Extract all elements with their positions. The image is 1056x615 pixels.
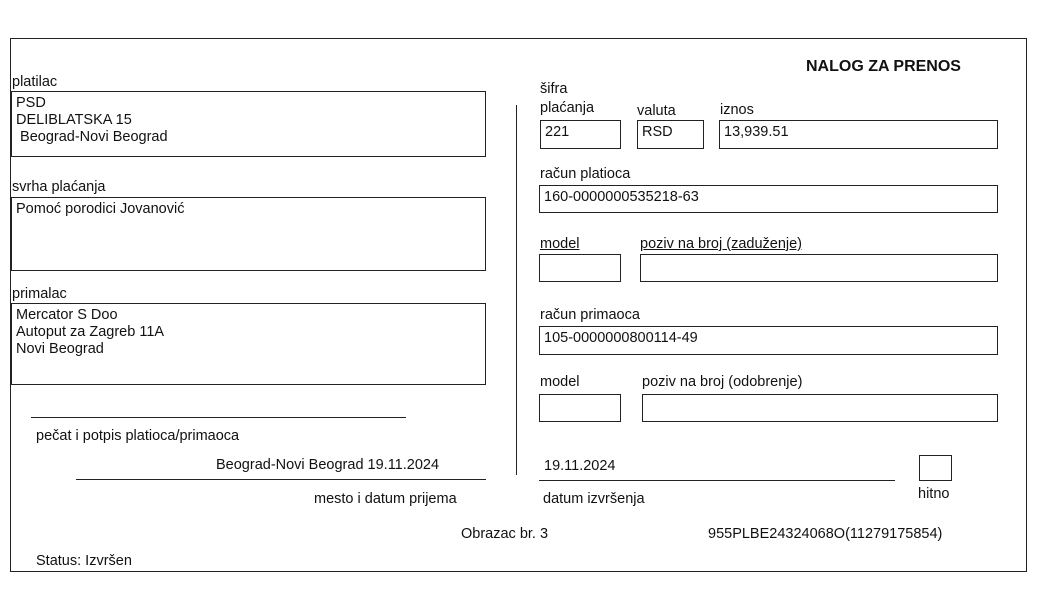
currency-label: valuta: [637, 103, 676, 119]
debit-model-label: model: [540, 236, 580, 252]
debit-model-box: [539, 254, 621, 282]
payer-line-3: Beograd-Novi Beograd: [16, 129, 168, 145]
amount-value: 13,939.51: [724, 124, 789, 140]
form-number: Obrazac br. 3: [461, 526, 549, 542]
recipient-line-2: Autoput za Zagreb 11A: [16, 324, 165, 340]
purpose-box: [11, 197, 486, 271]
place-date-line: [76, 479, 486, 480]
currency-value: RSD: [642, 124, 673, 140]
debit-reference-box: [640, 254, 998, 282]
payment-order-form: [10, 38, 1027, 572]
execution-date-label: datum izvršenja: [543, 491, 645, 507]
status-text: Status: Izvršen: [36, 553, 132, 569]
purpose-label: svrha plaćanja: [12, 179, 106, 195]
place-date-value: Beograd-Novi Beograd 19.11.2024: [216, 457, 440, 473]
credit-reference-box: [642, 394, 998, 422]
payer-box: [11, 91, 486, 157]
recipient-line-1: Mercator S Doo: [16, 307, 118, 323]
urgent-checkbox[interactable]: [919, 455, 952, 481]
payment-code-label-line2: plaćanja: [540, 100, 595, 116]
recipient-account-label: račun primaoca: [540, 307, 640, 323]
place-date-label: mesto i datum prijema: [314, 491, 457, 507]
execution-date-line: [539, 480, 895, 481]
payment-code-value: 221: [545, 124, 570, 140]
recipient-box: [11, 303, 486, 385]
purpose-value: Pomoć porodici Jovanović: [16, 201, 185, 217]
payer-line-1: PSD: [16, 95, 46, 111]
signature-line: [31, 417, 406, 418]
form-title: NALOG ZA PRENOS: [806, 58, 961, 75]
payer-line-2: DELIBLATSKA 15: [16, 112, 132, 128]
payment-code-box: [540, 120, 621, 149]
currency-box: [637, 120, 704, 149]
payer-account-value: 160-0000000535218-63: [544, 189, 699, 205]
recipient-line-3: Novi Beograd: [16, 341, 104, 357]
credit-model-box: [539, 394, 621, 422]
execution-date-value: 19.11.2024: [544, 458, 616, 474]
payment-code-label-line1: šifra: [540, 81, 568, 97]
debit-reference-label: poziv na broj (zaduženje): [640, 236, 803, 252]
recipient-label: primalac: [12, 286, 67, 302]
recipient-account-value: 105-0000000800114-49: [544, 330, 698, 346]
transaction-id: 955PLBE24324068O(11279175854): [708, 526, 943, 542]
column-divider: [516, 105, 517, 475]
credit-reference-label: poziv na broj (odobrenje): [642, 374, 803, 390]
urgent-label: hitno: [918, 486, 950, 502]
payer-account-box: [539, 185, 998, 213]
payer-label: platilac: [12, 74, 58, 90]
payer-account-label: račun platioca: [540, 166, 631, 182]
amount-label: iznos: [720, 102, 754, 118]
amount-box: [719, 120, 998, 149]
credit-model-label: model: [540, 374, 580, 390]
stamp-label: pečat i potpis platioca/primaoca: [36, 428, 240, 444]
recipient-account-box: [539, 326, 998, 355]
